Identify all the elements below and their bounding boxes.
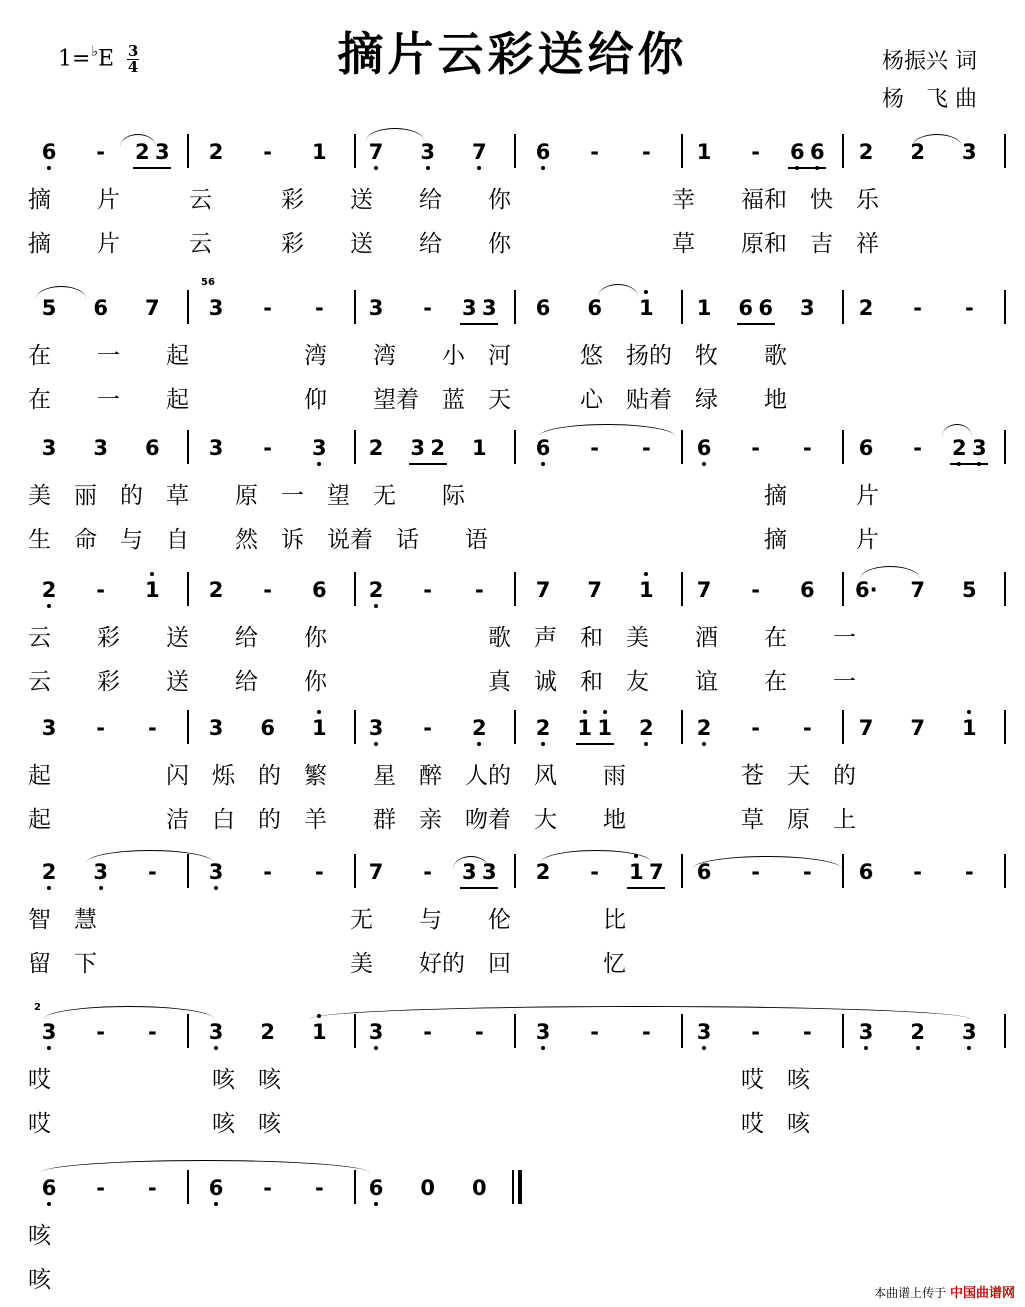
note: 3 — [417, 140, 439, 164]
lyrics-verse-1: 咳 — [28, 1223, 51, 1249]
note: - — [423, 860, 433, 884]
note: - — [913, 436, 923, 460]
note: 2 — [635, 716, 657, 740]
note: 1 — [625, 860, 647, 884]
lyrics-verse-2: 咳 — [28, 1267, 51, 1293]
bar-line — [354, 572, 356, 606]
note: 6 — [786, 140, 808, 164]
bar-line — [842, 134, 844, 168]
note: - — [641, 436, 651, 460]
note: 6 — [858, 860, 874, 884]
beam-underline — [627, 887, 665, 889]
note: - — [751, 1020, 761, 1044]
lyrics-verse-2: 摘 片 云 彩 送 给 你 草 原和 吉 祥 — [28, 231, 879, 257]
note: - — [96, 1176, 106, 1200]
note: 2 — [693, 716, 715, 740]
footer — [874, 1282, 1015, 1301]
beam-underline — [460, 887, 498, 889]
note: 7 — [365, 140, 387, 164]
bar-line — [842, 854, 844, 888]
note: 3 — [205, 860, 227, 884]
bar-line — [354, 854, 356, 888]
note: - — [751, 716, 761, 740]
note: 7 — [696, 578, 712, 602]
note: 2 — [468, 716, 490, 740]
note: - — [96, 140, 106, 164]
lyrics-verse-1: 智 慧 无 与 伦 比 — [28, 907, 626, 933]
grace-note: 2 — [34, 1002, 41, 1013]
bar-line — [187, 710, 189, 744]
note: 3 — [38, 1020, 60, 1044]
beam-underline — [409, 463, 447, 465]
bar-line — [514, 290, 516, 324]
note: 3 — [482, 860, 497, 884]
bar-line — [354, 430, 356, 464]
bar-line — [354, 134, 356, 168]
bar-line — [1004, 290, 1006, 324]
note: 1 — [141, 578, 163, 602]
slur — [538, 424, 676, 437]
note: 3 — [93, 436, 108, 460]
note: 7 — [910, 578, 925, 602]
slur — [120, 134, 156, 147]
bar-line — [1004, 134, 1006, 168]
bar-line — [514, 134, 516, 168]
note: 0 — [420, 1176, 435, 1200]
slur — [44, 1006, 214, 1019]
bar-line — [1004, 1014, 1006, 1048]
note: - — [751, 140, 761, 164]
bar-line — [681, 430, 683, 464]
note: 3 — [205, 1020, 227, 1044]
note: - — [263, 1176, 273, 1200]
note: 6 — [205, 1176, 227, 1200]
bar-line — [187, 430, 189, 464]
note: - — [314, 1176, 324, 1200]
note: - — [802, 436, 812, 460]
note: 0 — [472, 1176, 487, 1200]
note: - — [423, 1020, 433, 1044]
beam-underline — [576, 743, 614, 745]
slur — [912, 134, 962, 147]
note: 3 — [41, 716, 57, 740]
bar-line — [187, 1014, 189, 1048]
note: 7 — [368, 860, 384, 884]
song-title: 摘片云彩送给你 — [337, 27, 688, 81]
note: 6 — [145, 436, 160, 460]
bar-line — [842, 430, 844, 464]
note: 3 — [90, 860, 112, 884]
grace-note: 56 — [201, 277, 215, 288]
note: 2 — [430, 436, 445, 460]
note: 3 — [365, 716, 387, 740]
bar-line — [681, 854, 683, 888]
note: - — [263, 436, 273, 460]
slur — [40, 1160, 370, 1173]
note: 2 — [260, 1020, 275, 1044]
note: - — [802, 860, 812, 884]
note: 6 — [806, 140, 828, 164]
note: 3 — [693, 1020, 715, 1044]
note: 6 — [758, 296, 773, 320]
note: 1 — [308, 716, 330, 740]
note: - — [751, 436, 761, 460]
note: - — [590, 860, 600, 884]
lyrics-verse-1: 美 丽 的 草 原 一 望 无 际 摘 片 — [28, 483, 879, 509]
footer-text: 本曲谱上传于 — [874, 1286, 947, 1300]
note: - — [147, 1020, 157, 1044]
flat-sign: ♭ — [91, 43, 99, 60]
note: 3 — [368, 296, 384, 320]
lyrics-verse-1: 云 彩 送 给 你 歌 声 和 美 酒 在 一 — [28, 625, 856, 651]
note: 2 — [910, 140, 925, 164]
note: 3 — [962, 140, 977, 164]
note: - — [802, 716, 812, 740]
slur — [453, 856, 489, 869]
note: 2 — [208, 140, 224, 164]
note: 2 — [365, 578, 387, 602]
note: 2 — [532, 716, 554, 740]
note: - — [474, 1020, 484, 1044]
lyrics-verse-2: 哎 咳 咳 哎 咳 — [28, 1111, 810, 1137]
note: 6 — [532, 140, 554, 164]
bar-line — [514, 430, 516, 464]
note: 3 — [208, 296, 224, 320]
note: 3 — [532, 1020, 554, 1044]
note: - — [423, 578, 433, 602]
bar-line — [187, 572, 189, 606]
bar-line — [842, 572, 844, 606]
note: 1 — [635, 296, 657, 320]
note: 3 — [365, 1020, 387, 1044]
note: 6 — [693, 436, 715, 460]
beam-underline — [950, 463, 988, 465]
note: - — [314, 860, 324, 884]
beam-underline — [460, 323, 498, 325]
note: 1 — [696, 140, 712, 164]
time-signature — [127, 44, 139, 75]
note: 1 — [635, 578, 657, 602]
note: - — [913, 296, 923, 320]
lyrics-verse-1: 哎 咳 咳 哎 咳 — [28, 1067, 810, 1093]
note: 3 — [968, 436, 990, 460]
slur — [310, 1006, 970, 1019]
bar-line — [1004, 854, 1006, 888]
note: - — [263, 296, 273, 320]
note: 7 — [858, 716, 874, 740]
bar-line — [842, 1014, 844, 1048]
note: - — [423, 716, 433, 740]
note: 6 — [587, 296, 602, 320]
note: 7 — [910, 716, 925, 740]
meter-top: 3 — [127, 42, 139, 60]
bar-line — [187, 290, 189, 324]
note: - — [263, 860, 273, 884]
note: - — [590, 436, 600, 460]
note: 1 — [574, 716, 596, 740]
note: 1 — [958, 716, 980, 740]
note: 6 — [38, 1176, 60, 1200]
note: - — [751, 860, 761, 884]
note: - — [913, 860, 923, 884]
key-note: E — [98, 46, 115, 72]
bar-line — [1004, 572, 1006, 606]
bar-line — [681, 1014, 683, 1048]
note: - — [423, 296, 433, 320]
note: - — [802, 1020, 812, 1044]
note: - — [96, 716, 106, 740]
note: 3 — [308, 436, 330, 460]
note: - — [314, 296, 324, 320]
note: - — [263, 140, 273, 164]
note: 2 — [38, 860, 60, 884]
bar-line — [1004, 430, 1006, 464]
note: 6· — [855, 578, 878, 602]
slur — [36, 286, 86, 299]
note: 6 — [312, 578, 327, 602]
note: - — [474, 578, 484, 602]
note: 7 — [649, 860, 664, 884]
note: - — [147, 860, 157, 884]
note: 2 — [535, 860, 551, 884]
beam-underline — [133, 167, 171, 169]
note: 1 — [472, 436, 487, 460]
note: 1 — [594, 716, 616, 740]
bar-line — [514, 710, 516, 744]
note: 6 — [535, 296, 551, 320]
note: 6 — [93, 296, 108, 320]
note: 1 — [312, 140, 327, 164]
slur — [540, 850, 652, 863]
note: 6 — [38, 140, 60, 164]
note: 3 — [855, 1020, 877, 1044]
bar-line — [187, 1170, 189, 1204]
note: 2 — [858, 140, 874, 164]
slur — [598, 284, 638, 297]
lyrics-verse-2: 留 下 美 好的 回 忆 — [28, 951, 626, 977]
bar-line — [681, 710, 683, 744]
note: 5 — [962, 578, 977, 602]
note: - — [964, 296, 974, 320]
note: 2 — [135, 140, 150, 164]
lyrics-verse-2: 起 洁 白 的 羊 群 亲 吻着 大 地 草 原 上 — [28, 807, 856, 833]
note: 1 — [308, 1020, 330, 1044]
lyrics-verse-1: 起 闪 烁 的 繁 星 醉 人的 风 雨 苍 天 的 — [28, 763, 856, 789]
note: - — [263, 578, 273, 602]
note: 3 — [41, 436, 57, 460]
lyrics-verse-2: 生 命 与 自 然 诉 说着 话 语 摘 片 — [28, 527, 879, 553]
meter-bottom: 4 — [127, 58, 139, 76]
note: - — [964, 860, 974, 884]
slur — [86, 850, 214, 863]
note: 1 — [696, 296, 712, 320]
note: 6 — [260, 716, 275, 740]
lyrics-verse-1: 摘 片 云 彩 送 给 你 幸 福和 快 乐 — [28, 187, 879, 213]
bar-line — [354, 1014, 356, 1048]
key-prefix: 1= — [58, 46, 91, 72]
note: 6 — [532, 436, 554, 460]
bar-line — [354, 1170, 356, 1204]
bar-line — [354, 290, 356, 324]
lyrics-verse-2: 在 一 起 仰 望着 蓝 天 心 贴着 绿 地 — [28, 387, 787, 413]
bar-line — [842, 290, 844, 324]
bar-line — [187, 134, 189, 168]
final-bar-line — [518, 1170, 522, 1204]
bar-line — [514, 572, 516, 606]
note: 3 — [958, 1020, 980, 1044]
note: 2 — [948, 436, 970, 460]
note: - — [147, 716, 157, 740]
note: 3 — [208, 436, 224, 460]
bar-line — [1004, 710, 1006, 744]
note: 3 — [482, 296, 497, 320]
note: 7 — [587, 578, 602, 602]
beam-underline — [737, 323, 775, 325]
note: - — [590, 1020, 600, 1044]
note: 2 — [38, 578, 60, 602]
bar-line — [514, 1014, 516, 1048]
note: - — [590, 140, 600, 164]
bar-line — [681, 290, 683, 324]
lyricist-credit: 杨振兴 词 — [882, 49, 977, 74]
note: 5 — [41, 296, 57, 320]
note: 3 — [410, 436, 425, 460]
note: - — [147, 1176, 157, 1200]
bar-line — [842, 710, 844, 744]
note: 2 — [907, 1020, 929, 1044]
slur — [366, 128, 424, 141]
footer-brand: 中国曲谱网 — [949, 1286, 1015, 1301]
note: 3 — [462, 296, 477, 320]
bar-line — [354, 710, 356, 744]
beam-underline — [788, 167, 826, 169]
note: 7 — [535, 578, 551, 602]
note: 2 — [208, 578, 224, 602]
note: 2 — [858, 296, 874, 320]
note: 7 — [468, 140, 490, 164]
slur — [942, 424, 972, 437]
slur — [692, 856, 842, 869]
note: - — [751, 578, 761, 602]
note: 3 — [155, 140, 170, 164]
note: - — [641, 140, 651, 164]
note: - — [96, 1020, 106, 1044]
bar-line — [681, 134, 683, 168]
note: 6 — [696, 860, 712, 884]
note: 3 — [800, 296, 815, 320]
note: 2 — [368, 436, 384, 460]
composer-credit: 杨 飞 曲 — [882, 87, 977, 112]
lyrics-verse-1: 在 一 起 湾 湾 小 河 悠 扬的 牧 歌 — [28, 343, 787, 369]
bar-line — [512, 1170, 514, 1204]
note: 7 — [145, 296, 160, 320]
bar-line — [514, 854, 516, 888]
note: 3 — [208, 716, 224, 740]
note: 6 — [738, 296, 753, 320]
bar-line — [681, 572, 683, 606]
note: 6 — [365, 1176, 387, 1200]
key-signature — [58, 44, 139, 75]
note: - — [641, 1020, 651, 1044]
slur — [860, 566, 920, 579]
note: - — [96, 578, 106, 602]
note: 6 — [858, 436, 874, 460]
lyrics-verse-2: 云 彩 送 给 你 真 诚 和 友 谊 在 一 — [28, 669, 856, 695]
note: 6 — [800, 578, 815, 602]
note: 3 — [462, 860, 477, 884]
